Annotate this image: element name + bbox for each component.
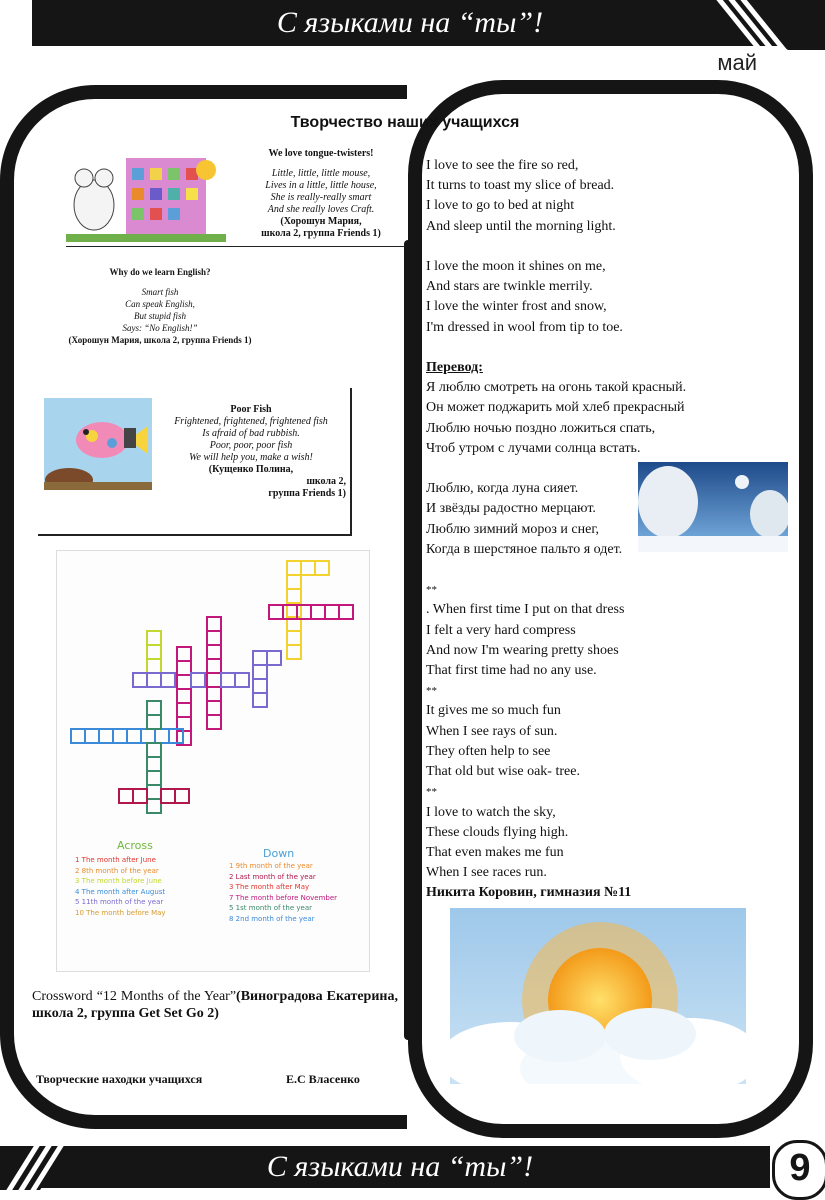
poor-fish-line: Poor, poor, poor fish (209, 440, 293, 451)
poor-fish-title: Poor Fish (230, 404, 272, 415)
translation-line: Чтоб утром с лучами солнца встать. (426, 440, 641, 456)
issue-month: май (717, 50, 757, 75)
tongue-line: Little, little, little mouse, (271, 168, 371, 179)
verse-line: That first time had no any use. (426, 663, 597, 679)
across-clue: 10 The month before May (75, 908, 166, 917)
poor-fish-line: Frightened, frightened, frightened fish (174, 416, 328, 427)
why-author: (Хорошун Мария, школа 2, группа Friends 1) (68, 335, 252, 345)
separator: ** (426, 786, 437, 799)
translation-line: Люблю ночью поздно ложиться спать, (426, 420, 656, 436)
poor-fish-author: (Кущенко Полина, (208, 464, 294, 475)
across-clue: 3 The month before June (75, 877, 162, 885)
tongue-line: Lives in a little, little house, (265, 180, 377, 191)
down-clue: 3 The month after May (229, 883, 310, 891)
down-heading: Down (263, 847, 295, 860)
down-clue: 5 1st month of the year (229, 904, 312, 912)
across-clue: 4 The month after August (75, 887, 166, 896)
translation-line: Люблю зимний мороз и снег, (426, 521, 599, 537)
sun-clouds-image (450, 908, 746, 1102)
header-stripes-icon (700, 0, 825, 50)
across-heading: Across (117, 839, 153, 852)
translation-line: Люблю, когда луна сияет. (426, 481, 579, 497)
tongue-line: She is really-really smart (270, 192, 372, 203)
poem-line: And stars are twinkle merrily. (426, 279, 593, 295)
across-clue: 5 11th month of the year (75, 898, 164, 906)
poor-fish-school: школа 2, (306, 476, 346, 487)
poem-author: Никита Коровин, гимназия №11 (426, 885, 632, 901)
tongue-line: And she really loves Craft. (267, 204, 375, 215)
translation-line: Я люблю смотреть на огонь такой красный. (426, 380, 687, 396)
poem-line: I'm dressed in wool from tip to toe. (426, 319, 623, 335)
verse-line: It gives me so much fun (426, 703, 561, 719)
verse-line: These clouds flying high. (426, 824, 569, 840)
section-title: Творчество наших учащихся (290, 114, 520, 131)
verse-line: I felt a very hard compress (426, 622, 576, 638)
poem-line: I love the winter frost and snow, (426, 299, 607, 315)
translation-heading: Перевод: (426, 360, 483, 376)
crossword-caption-author: (Виноградова Екатерина, (236, 989, 398, 1004)
down-clue: 2 Last month of the year (229, 872, 316, 881)
crossword-caption-school: школа 2, группа Get Set Go 2) (32, 1006, 219, 1021)
poem-line: I love to see the fire so red, (426, 158, 579, 173)
tongue-author-school: школа 2, группа Friends 1) (261, 228, 381, 239)
footer-stripes-icon (0, 1146, 80, 1190)
poem-line: I love to go to bed at night (426, 198, 575, 214)
fish-drawing (44, 398, 152, 490)
tongue-twister-title: We love tongue-twisters! (268, 148, 374, 159)
poor-fish-group: группа Friends 1) (268, 488, 346, 499)
down-clue: 8 2nd month of the year (229, 914, 315, 923)
why-line: But stupid fish (133, 311, 186, 321)
poor-fish-line: Is afraid of bad rubbish. (202, 428, 300, 439)
winter-moon-photo (638, 462, 788, 552)
verse-line: And now I'm wearing pretty shoes (426, 642, 619, 658)
why-line: Can speak English, (125, 299, 195, 309)
poor-fish-line: We will help you, make a wish! (189, 452, 313, 463)
verse-line: That even makes me fun (426, 844, 564, 860)
across-clue: 2 8th month of the year (75, 866, 159, 875)
poem-line: I love the moon it shines on me, (426, 259, 606, 275)
tongue-author: (Хорошун Мария, (280, 216, 362, 227)
translation-line: Он может поджарить мой хлеб прекрасный (426, 400, 685, 416)
across-clue: 1 The month after June (75, 856, 156, 864)
credit-right: Е.С Власенко (286, 1072, 360, 1086)
translation-line: Когда в шерстяное пальто я одет. (426, 541, 623, 557)
why-english-title: Why do we learn English? (109, 267, 211, 277)
verse-line: I love to watch the sky, (426, 804, 556, 820)
verse-line: When I see races run. (426, 865, 547, 881)
mouse-house-drawing (66, 150, 226, 246)
page-number: 9 (772, 1140, 825, 1200)
column-divider (404, 240, 412, 1040)
verse-line: That old but wise oak- tree. (426, 764, 580, 780)
separator: ** (426, 685, 437, 698)
verse-line: . When first time I put on that dress (426, 602, 625, 618)
header-banner (32, 0, 788, 46)
why-line: Says: “No English!” (122, 323, 198, 333)
magazine-title: С языками на “ты”! (276, 6, 544, 39)
footer-bar (30, 1146, 770, 1188)
poem-line: And sleep until the morning light. (426, 218, 616, 234)
translation-line: И звёзды радостно мерцают. (426, 501, 596, 517)
poem-line: It turns to toast my slice of bread. (426, 178, 615, 194)
down-clues (229, 861, 337, 924)
down-clue: 7 The month before November (229, 893, 338, 902)
why-line: Smart fish (141, 287, 179, 297)
crossword-caption-text: Crossword “12 Months of the Year” (32, 989, 237, 1004)
footer-banner (0, 1146, 825, 1198)
crossword-image (56, 550, 370, 972)
credit-left: Творческие находки учащихся (36, 1072, 203, 1086)
verse-line: They often help to see (426, 743, 551, 759)
down-clue: 1 9th month of the year (229, 862, 313, 870)
crossword-caption (32, 988, 398, 1022)
rule (66, 246, 406, 247)
verse-line: When I see rays of sun. (426, 723, 558, 739)
separator: ** (426, 584, 437, 597)
footer-title: С языками на “ты”! (266, 1150, 534, 1183)
across-clues (75, 855, 166, 918)
